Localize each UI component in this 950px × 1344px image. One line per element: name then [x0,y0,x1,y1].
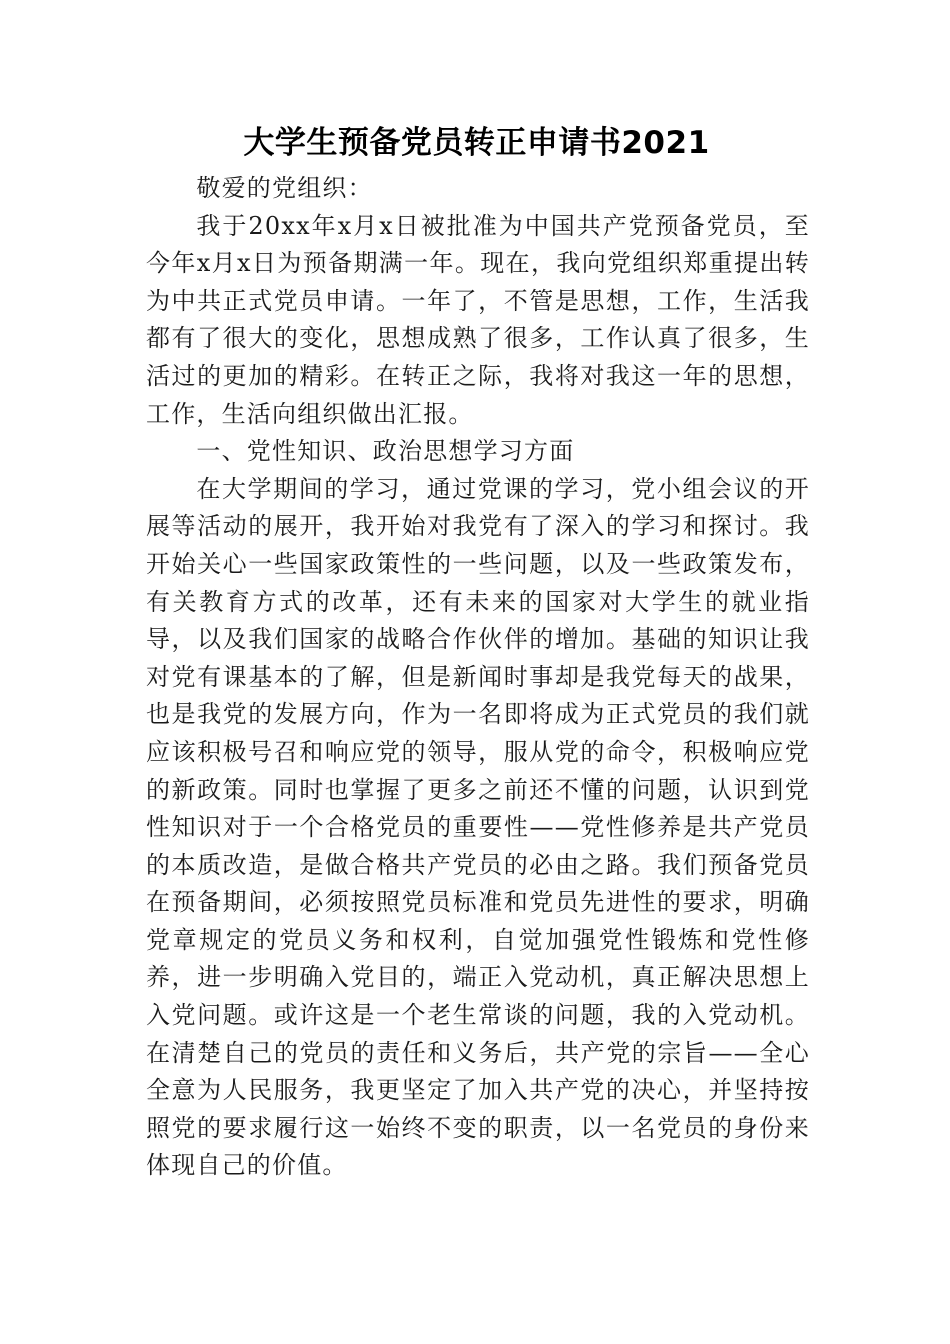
document-title: 大学生预备党员转正申请书2021 [243,125,710,161]
document-page [146,116,810,1185]
salutation: 敬爱的党组织： [196,174,373,202]
body-paragraph: 在大学期间的学习，通过党课的学习，党小组会议的开展等活动的展开，我开始对我党有了深入的学习和探讨。我开始关心一些国家政策性的一些问题，以及一些政策发布，有关教育方式的改革，还有未来的国家对大学生的就业指导，以及我们国家的战略合作伙伴的增加。基础的知识让我对党有课基本的了解，但是新闻时事却是我党每天的战果，也是我党的发展方向，作为一名即将成为正式党员的我们就应该积极号召和响应党的领导，服从党的命令，积极响应党的新政策。同时也掌握了更多之前还不懂的问题，认识到党性知识对于一个合格党员的重要性——党性修养是共产党员的本质改造，是做合格共产党员的必由之路。我们预备党员在预备期间，必须按照党员标准和党员先进性的要求，明确党章规定的党员义务和权利，自觉加强党性锻炼和党性修养，进一步明确入党目的，端正入党动机，真正解决思想上入党问题。或许这是一个老生常谈的问题，我的入党动机。在清楚自己的党员的责任和义务后，共产党的宗旨——全心全意为人民服务，我更坚定了加入共产党的决心，并坚持按照党的要求履行这一始终不变的职责，以一名党员的身份来体现自己的价值。 [146,474,810,1180]
section-heading: 一、党性知识、政治思想学习方面 [196,437,575,466]
intro-paragraph: 我于20xx年x月x日被批准为中国共产党预备党员，至今年x月x日为预备期满一年。现在，我向党组织郑重提出转为中共正式党员申请。一年了，不管是思想，工作，生活我都有了很大的变化，思想成熟了很多，工作认真了很多，生活过的更加的精彩。在转正之际，我将对我这一年的思想，工作，生活向组织做出汇报。 [146,211,810,428]
